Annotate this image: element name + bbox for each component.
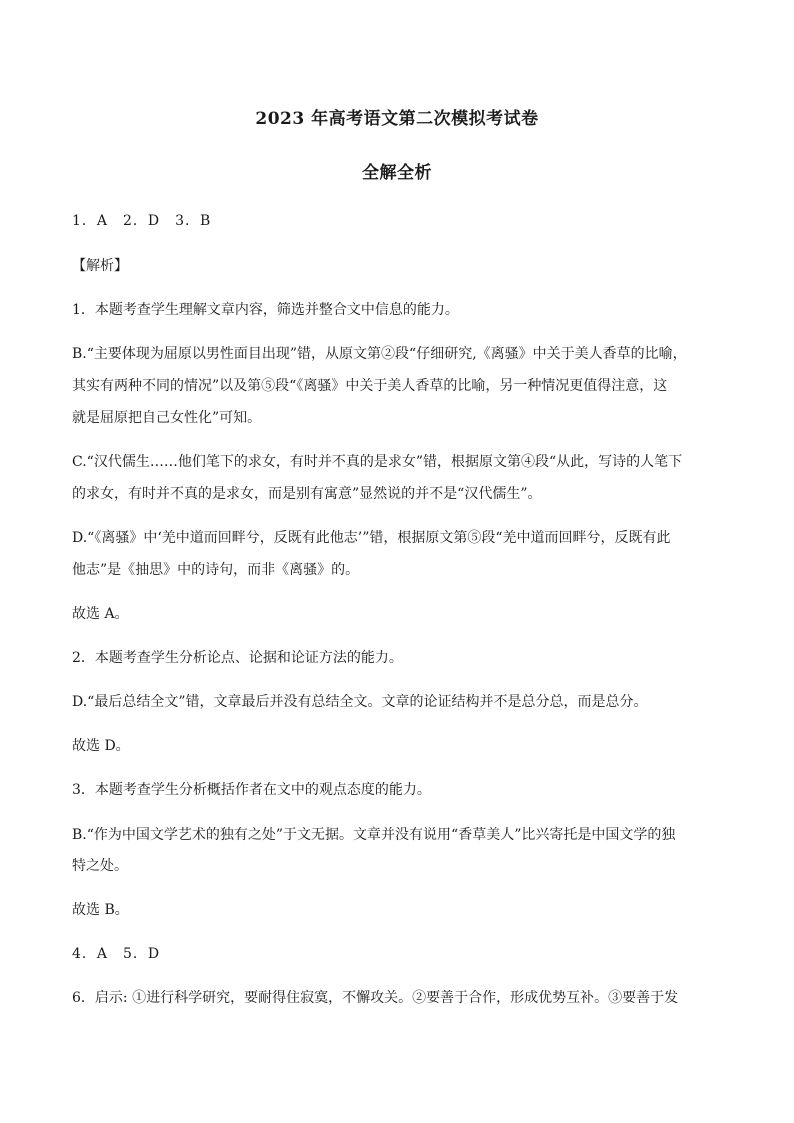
q1-option-d-line1: D.“《离骚》中‘羌中道而回畔兮，反既有此他志’”错，根据原文第⑤段“羌中道而回畔兮，反既有此 [72, 530, 671, 546]
q1-option-b-line2: 其实有两种不同的情况”以及第⑤段“《离骚》中关于美人香草的比喻，另一种情况更值得注意，这 [72, 378, 668, 394]
answers-1-3: 1．A 2．D 3．B [72, 213, 212, 229]
q3-option-b-line2: 特之处。 [72, 858, 128, 874]
q1-intro: 1．本题考查学生理解文章内容，筛选并整合文中信息的能力。 [72, 302, 459, 318]
answers-4-5: 4．A 5．D [72, 946, 161, 962]
q1-option-c-line1: C.“汉代儒生……他们笔下的求女，有时并不真的是求女”错，根据原文第④段“从此，写诗的人笔下 [72, 454, 683, 470]
q1-option-c-line2: 的求女，有时并不真的是求女，而是别有寓意”显然说的并不是“汉代儒生”。 [72, 486, 542, 502]
analysis-label: 【解析】 [72, 258, 128, 274]
page-title: 2023 年高考语文第二次模拟考试卷 [255, 109, 539, 129]
q3-option-b-line1: B.“作为中国文学艺术的独有之处”于文无据。文章并没有说用“香草美人”比兴寄托是中国文学的独 [72, 827, 676, 843]
q2-option-d: D.“最后总结全文”错，文章最后并没有总结全文。文章的论证结构并不是总分总，而是总分。 [72, 694, 648, 710]
q1-option-b-line3: 就是屈原把自己女性化”可知。 [72, 410, 262, 426]
q3-intro: 3．本题考查学生分析概括作者在文中的观点态度的能力。 [72, 782, 431, 798]
q3-choice: 故选 B。 [72, 902, 129, 918]
q1-option-b-line1: B.“主要体现为屈原以男性面目出现”错，从原文第②段“仔细研究,《离骚》中关于美人香草的比喻， [72, 346, 687, 362]
q1-choice: 故选 A。 [72, 606, 129, 622]
page-subtitle: 全解全析 [362, 163, 432, 183]
q1-option-d-line2: 他志”是《抽思》中的诗句，而非《离骚》的。 [72, 562, 360, 578]
q2-choice: 故选 D。 [72, 738, 130, 754]
q6-line1: 6．启示: ①进行科学研究，要耐得住寂寞，不懈攻关。②要善于合作，形成优势互补。③要善于发 [72, 990, 679, 1006]
q2-intro: 2．本题考查学生分析论点、论据和论证方法的能力。 [72, 650, 403, 666]
